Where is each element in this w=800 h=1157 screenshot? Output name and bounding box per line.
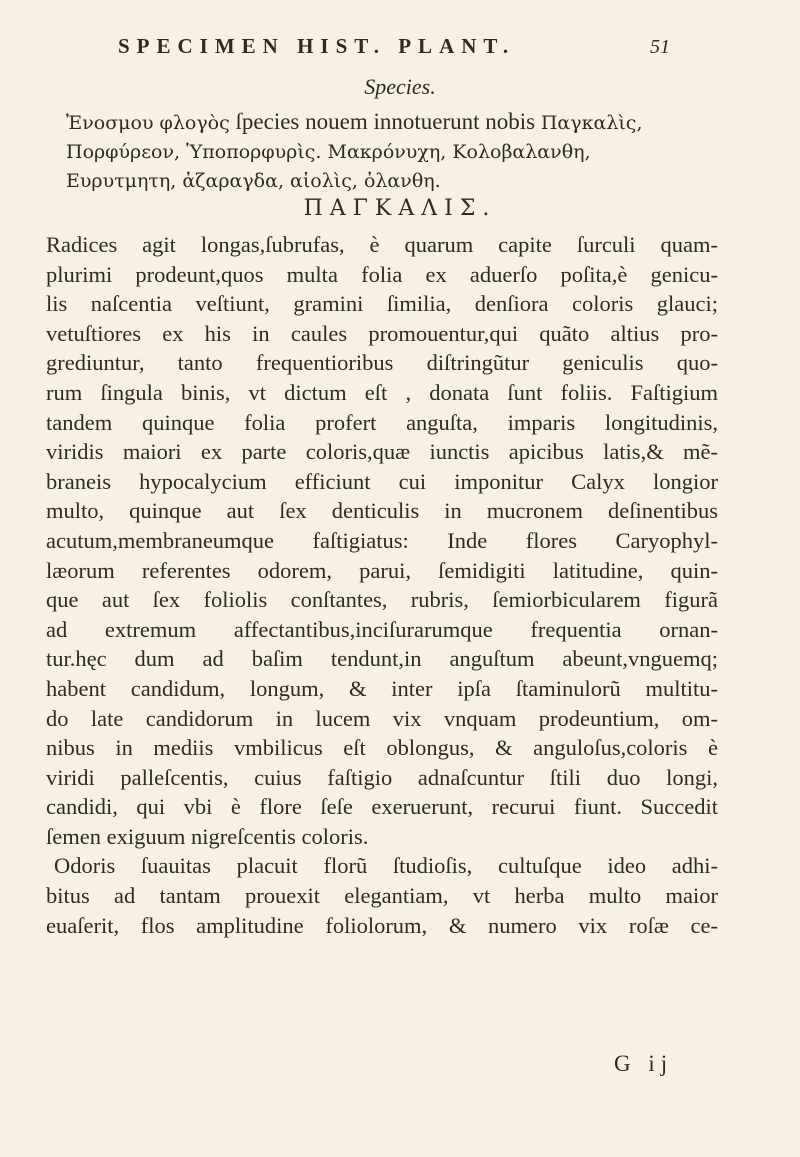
text-line: tandem quinque folia profert anguſta, imparis longitudinis, <box>46 409 718 435</box>
intro-latin: ſpecies nouem innotuerunt nobis <box>229 109 541 134</box>
text-line: ſemen exiguum nigreſcentis coloris. <box>46 823 369 849</box>
text-line: viridi palleſcentis, cuius faſtigio adnaſcuntur ſtili duo longi, <box>46 764 718 790</box>
text-line: grediuntur, tanto frequentioribus diſtringũtur geniculis quo- <box>46 350 718 376</box>
text-line: braneis hypocalycium efficiunt cui imponitur Calyx longior <box>46 468 718 494</box>
intro-paragraph <box>66 108 696 195</box>
text-line: acutum,membraneumque faſtigiatus: Inde flores Caryophyl- <box>46 527 718 553</box>
text-line: rum ſingula binis, vt dictum eſt , donata ſunt foliis. Faſtigium <box>46 379 718 405</box>
text-line: bitus ad tantam prouexit elegantiam, vt herba multo maior <box>46 883 718 909</box>
text-line: nibus in mediis vmbilicus eſt oblongus, & anguloſus,coloris è <box>46 735 718 761</box>
text-line: euaſerit, flos amplitudine foliolorum, & numero vix roſæ ce- <box>46 912 718 938</box>
intro-greek-lead: Ἐνοσμου φλογὸς <box>66 112 230 134</box>
text-line: Radices agit longas,ſubrufas, è quarum capite ſurculi quam- <box>46 232 718 257</box>
species-heading: ΠΑΓΚΑΛΙΣ. <box>303 196 497 221</box>
running-head: SPECIMEN HIST. PLANT. <box>118 34 516 58</box>
text-line: do late candidorum in lucem vix vnquam prodeuntium, om- <box>46 705 718 731</box>
text-line: multo, quinque aut ſex denticulis in mucronem deſinentibus <box>46 498 718 524</box>
text-line: ad extremum affectantibus,inciſurarumque frequentia ornan- <box>46 616 718 642</box>
text-line: habent candidum, longum, & inter ipſa ſtaminulorũ multitu- <box>46 675 718 701</box>
section-label: Species. <box>364 74 436 99</box>
text-line: tur.hęc dum ad baſim tendunt,in anguſtum abeunt,vnguemq; <box>46 646 718 672</box>
text-line: candidi, qui vbi è flore ſeſe exeruerunt, recurui fiunt. Succedit <box>46 794 718 820</box>
text-line: læorum referentes odorem, parui, ſemidigiti latitudine, quin- <box>46 557 718 583</box>
description-text <box>46 230 718 940</box>
text-line: que aut ſex foliolis conſtantes, rubris, ſemiorbicularem figurã <box>46 587 718 613</box>
text-line: Odoris ſuauitas placuit florũ ſtudioſis, cultuſque ideo adhi- <box>54 853 718 879</box>
page-number: 51 <box>650 36 670 58</box>
text-line: vetuſtiores ex his in caules promouentur,qui quãto altius pro- <box>46 320 718 346</box>
text-line: plurimi prodeunt,quos multa folia ex aduerſo poſita,è genicu- <box>46 261 718 287</box>
intro-greek-list: Παγκαλὶς, Πορφύρεον, Ὑποπορφυρὶς. Μακρόνυχη, Κολοβαλανθη, Ευρυτμητη, ἀζαραγδα, αἰολὶς, ὀλανθη. <box>66 112 643 192</box>
catchword-signature: G ij <box>614 1051 674 1076</box>
text-line: lis naſcentia veſtiunt, gramini ſimilia, denſiora coloris glauci; <box>46 291 718 317</box>
text-line: viridis maiori ex parte coloris,quæ iunctis apicibus latis,& mẽ- <box>46 439 718 465</box>
